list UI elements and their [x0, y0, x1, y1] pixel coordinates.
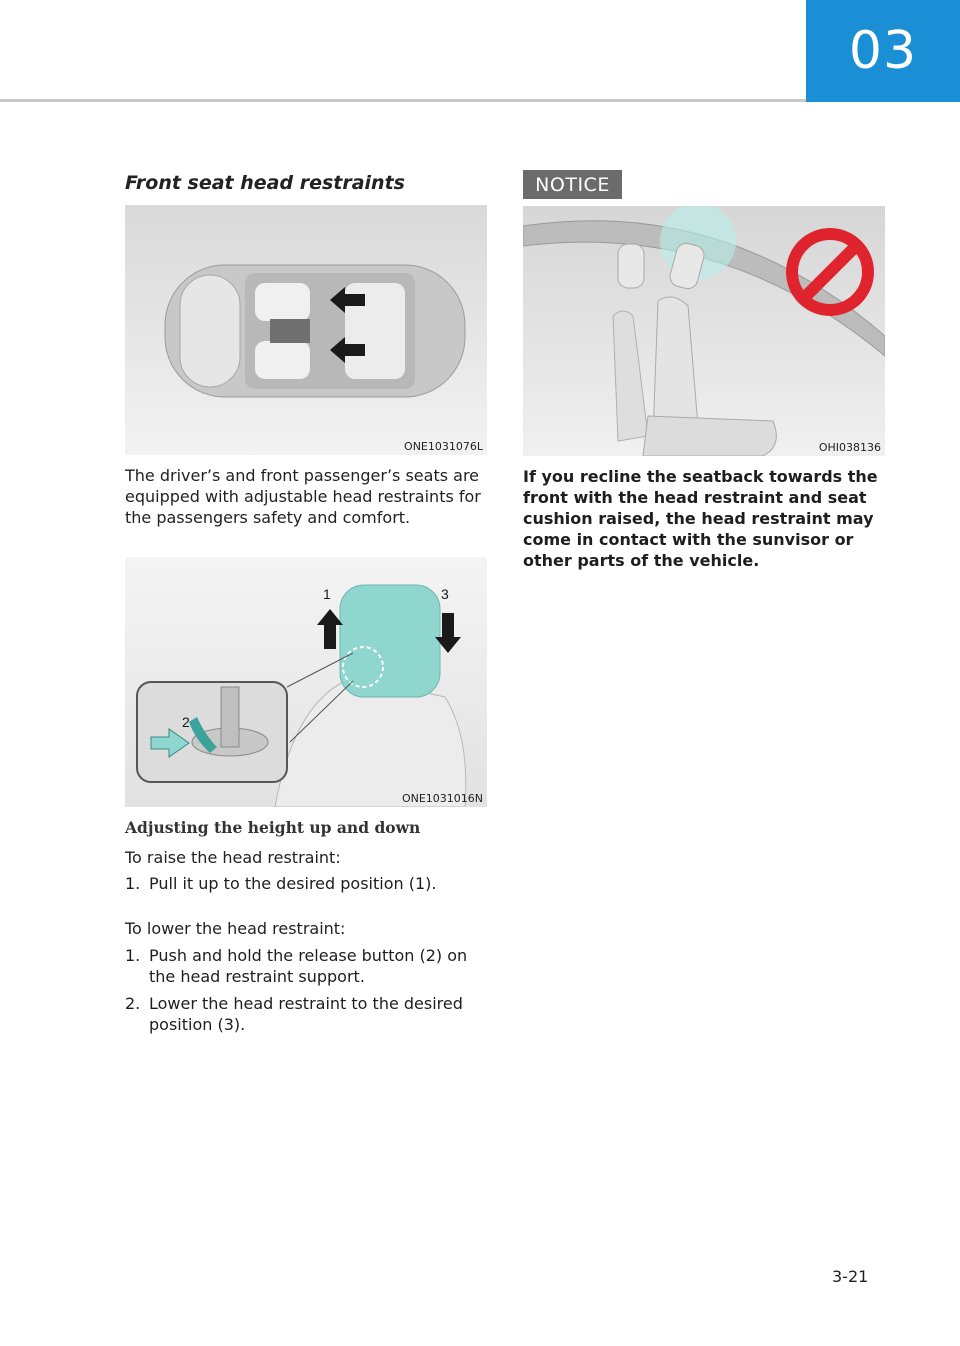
raise-steps [125, 873, 487, 900]
up-arrow-icon [317, 609, 343, 649]
callout-label-2: 2 [182, 714, 190, 730]
list-item [125, 945, 487, 987]
page-number: 3-21 [832, 1267, 869, 1286]
figure-code: ONE1031076L [404, 440, 483, 453]
chapter-number: 03 [848, 21, 918, 81]
notice-badge: NOTICE [523, 170, 622, 199]
notice-text: If you recline the seatback towards the front with the head restraint and seat cushion raised, the head restraint may come in contact with the sunvisor or other parts of the vehicle. [523, 467, 878, 570]
figure-car-top-view [125, 205, 487, 455]
raise-intro: To raise the head restraint: [125, 848, 341, 867]
list-number: 1. [125, 874, 141, 893]
list-text: Push and hold the release button (2) on the head restraint support. [149, 946, 468, 986]
list-number: 2. [125, 994, 141, 1013]
list-number: 1. [125, 946, 141, 965]
list-text: Pull it up to the desired position (1). [149, 874, 437, 893]
lower-intro: To lower the head restraint: [125, 919, 346, 938]
list-item [125, 873, 487, 894]
lower-steps [125, 945, 487, 1041]
list-item [125, 993, 487, 1035]
callout-label-3: 3 [441, 586, 449, 602]
intro-paragraph: The driver’s and front passenger’s seats are equipped with adjustable head restraints for the passengers safety and comfort. [125, 466, 481, 527]
head-restraint-illustration [125, 557, 487, 807]
header-rule [0, 99, 806, 102]
car-top-view-illustration [125, 205, 487, 455]
figure-seat-sunvisor [523, 206, 885, 456]
list-text: Lower the head restraint to the desired position (3). [149, 994, 463, 1034]
seat-sunvisor-illustration [523, 206, 885, 456]
subheading: Adjusting the height up and down [125, 818, 421, 837]
figure-code: OHI038136 [818, 441, 881, 454]
figure-head-restraint-adjust [125, 557, 487, 807]
chapter-tab [806, 0, 960, 102]
section-title: Front seat head restraints [125, 172, 405, 194]
figure-code: ONE1031016N [401, 792, 483, 805]
callout-label-1: 1 [323, 586, 331, 602]
